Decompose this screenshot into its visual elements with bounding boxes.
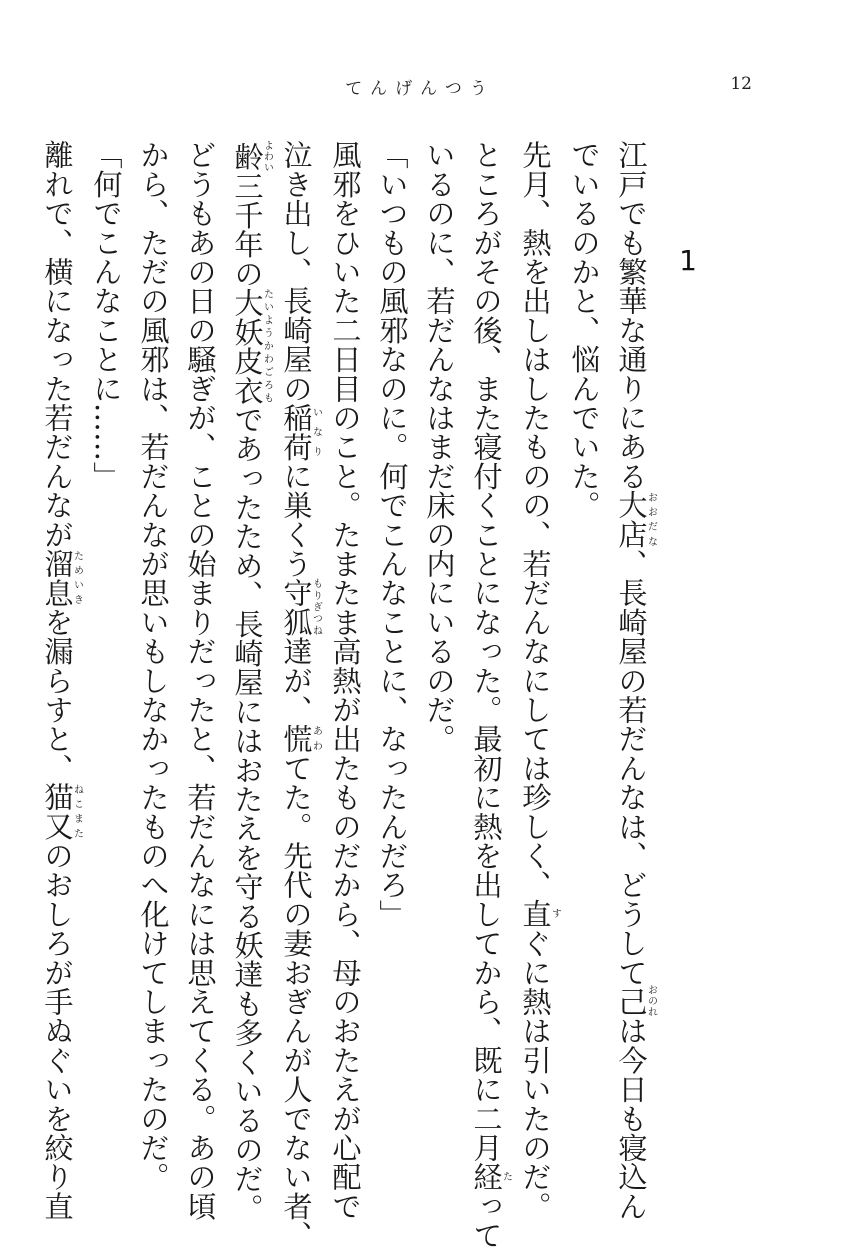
ruby-reading: ねこまた <box>71 782 83 841</box>
text-segment: って <box>469 1191 503 1250</box>
text-line <box>511 140 561 1221</box>
ruby-base: 慌 <box>279 724 313 754</box>
text-segment: は今日も寝込ん <box>614 1016 648 1221</box>
running-title: てんげんつう <box>345 79 495 99</box>
ruby-word <box>40 782 83 841</box>
ruby-base: 守狐 <box>279 578 313 637</box>
ruby-base: 猫又 <box>40 782 74 841</box>
ruby-word <box>279 724 322 754</box>
ruby-word <box>230 140 273 173</box>
ruby-base: 溜息 <box>40 548 74 608</box>
ruby-reading: ためいき <box>71 548 83 608</box>
ruby-word <box>614 984 657 1018</box>
ruby-base: 稲荷 <box>279 402 313 462</box>
ruby-word <box>614 490 657 549</box>
ruby-reading: あわ <box>310 724 322 754</box>
ruby-base: 大店 <box>614 490 648 549</box>
ruby-reading: もりぎつね <box>310 578 322 637</box>
body-text <box>40 140 657 1250</box>
text-line <box>33 140 83 1221</box>
ruby-reading: おおだな <box>645 490 657 549</box>
text-line <box>415 140 462 1100</box>
text-line <box>176 140 223 1221</box>
text-line <box>82 140 129 1100</box>
ruby-base: 大妖皮衣 <box>230 287 264 405</box>
text-line <box>560 140 607 1100</box>
text-segment: から、ただの風邪は、若だんなが思いもしなかったものへ化けてしまったのだ。 <box>136 140 170 1192</box>
ruby-word <box>230 287 273 405</box>
text-line <box>368 140 415 1100</box>
ruby-reading: いなり <box>310 402 322 462</box>
text-segment: ところがその後、また寝付くことになった。最初に熱を出してから、既に二月 <box>469 140 503 1162</box>
text-segment: ぐに熱は引いたのだ。 <box>518 928 552 1221</box>
ruby-word <box>279 402 322 462</box>
page-number: 12 <box>730 74 752 94</box>
ruby-reading: た <box>500 1162 512 1192</box>
text-segment: であったため、長崎屋にはおたえを守る妖達も多くいるのだ。 <box>230 404 264 1223</box>
ruby-reading: す <box>549 899 561 929</box>
ruby-word <box>279 578 322 637</box>
text-line <box>129 140 176 1192</box>
text-line <box>321 140 368 1221</box>
ruby-reading: おのれ <box>645 984 657 1018</box>
text-segment: 、長崎屋の若だんなは、どうして <box>614 548 648 987</box>
ruby-base: 経 <box>469 1162 503 1192</box>
chapter-number: 1 <box>679 244 697 277</box>
text-segment: を漏らすと、 <box>40 607 74 783</box>
text-segment: 泣き出し、長崎屋の <box>279 140 313 403</box>
ruby-word <box>518 899 561 929</box>
ruby-reading: よわい <box>261 140 273 173</box>
text-line <box>272 140 322 1250</box>
text-segment: 「何でこんなことに……」 <box>89 140 123 491</box>
text-line <box>223 140 273 1223</box>
text-segment: 「いつもの風邪なのに。何でこんなことに、なったんだろ」 <box>375 140 409 929</box>
ruby-base: 齢 <box>230 140 264 173</box>
ruby-word <box>469 1162 512 1192</box>
text-segment: のおしろが手ぬぐいを絞り直 <box>40 840 74 1221</box>
ruby-base: 直 <box>518 899 552 929</box>
ruby-base: 己 <box>614 984 648 1018</box>
text-segment: いるのに、若だんなはまだ床の内にいるのだ。 <box>422 140 456 754</box>
text-segment: 達が、 <box>279 636 313 725</box>
text-segment: てた。先代の妻おぎんが人でない者、 <box>279 753 313 1250</box>
text-segment: 先月、熱を出しはしたものの、若だんなにしては珍しく、 <box>518 140 552 900</box>
text-segment: でいるのかと、悩んでいた。 <box>567 140 601 520</box>
text-line <box>462 140 512 1250</box>
text-segment: どうもあの日の騒ぎが、ことの始まりだったと、若だんなには思えてくる。あの頃 <box>183 140 217 1221</box>
text-line <box>607 140 657 1221</box>
ruby-reading: たいようかわごろも <box>261 287 273 405</box>
text-segment: 風邪をひいた二日目のこと。たまたま高熱が出たものだから、母のおたえが心配で <box>328 140 362 1221</box>
text-segment: 三千年の <box>230 171 264 288</box>
text-segment: に巣くう <box>279 461 313 579</box>
text-segment: 江戸でも繁華な通りにある <box>614 140 648 491</box>
ruby-word <box>40 548 83 608</box>
text-segment: 離れで、横になった若だんなが <box>40 140 74 549</box>
